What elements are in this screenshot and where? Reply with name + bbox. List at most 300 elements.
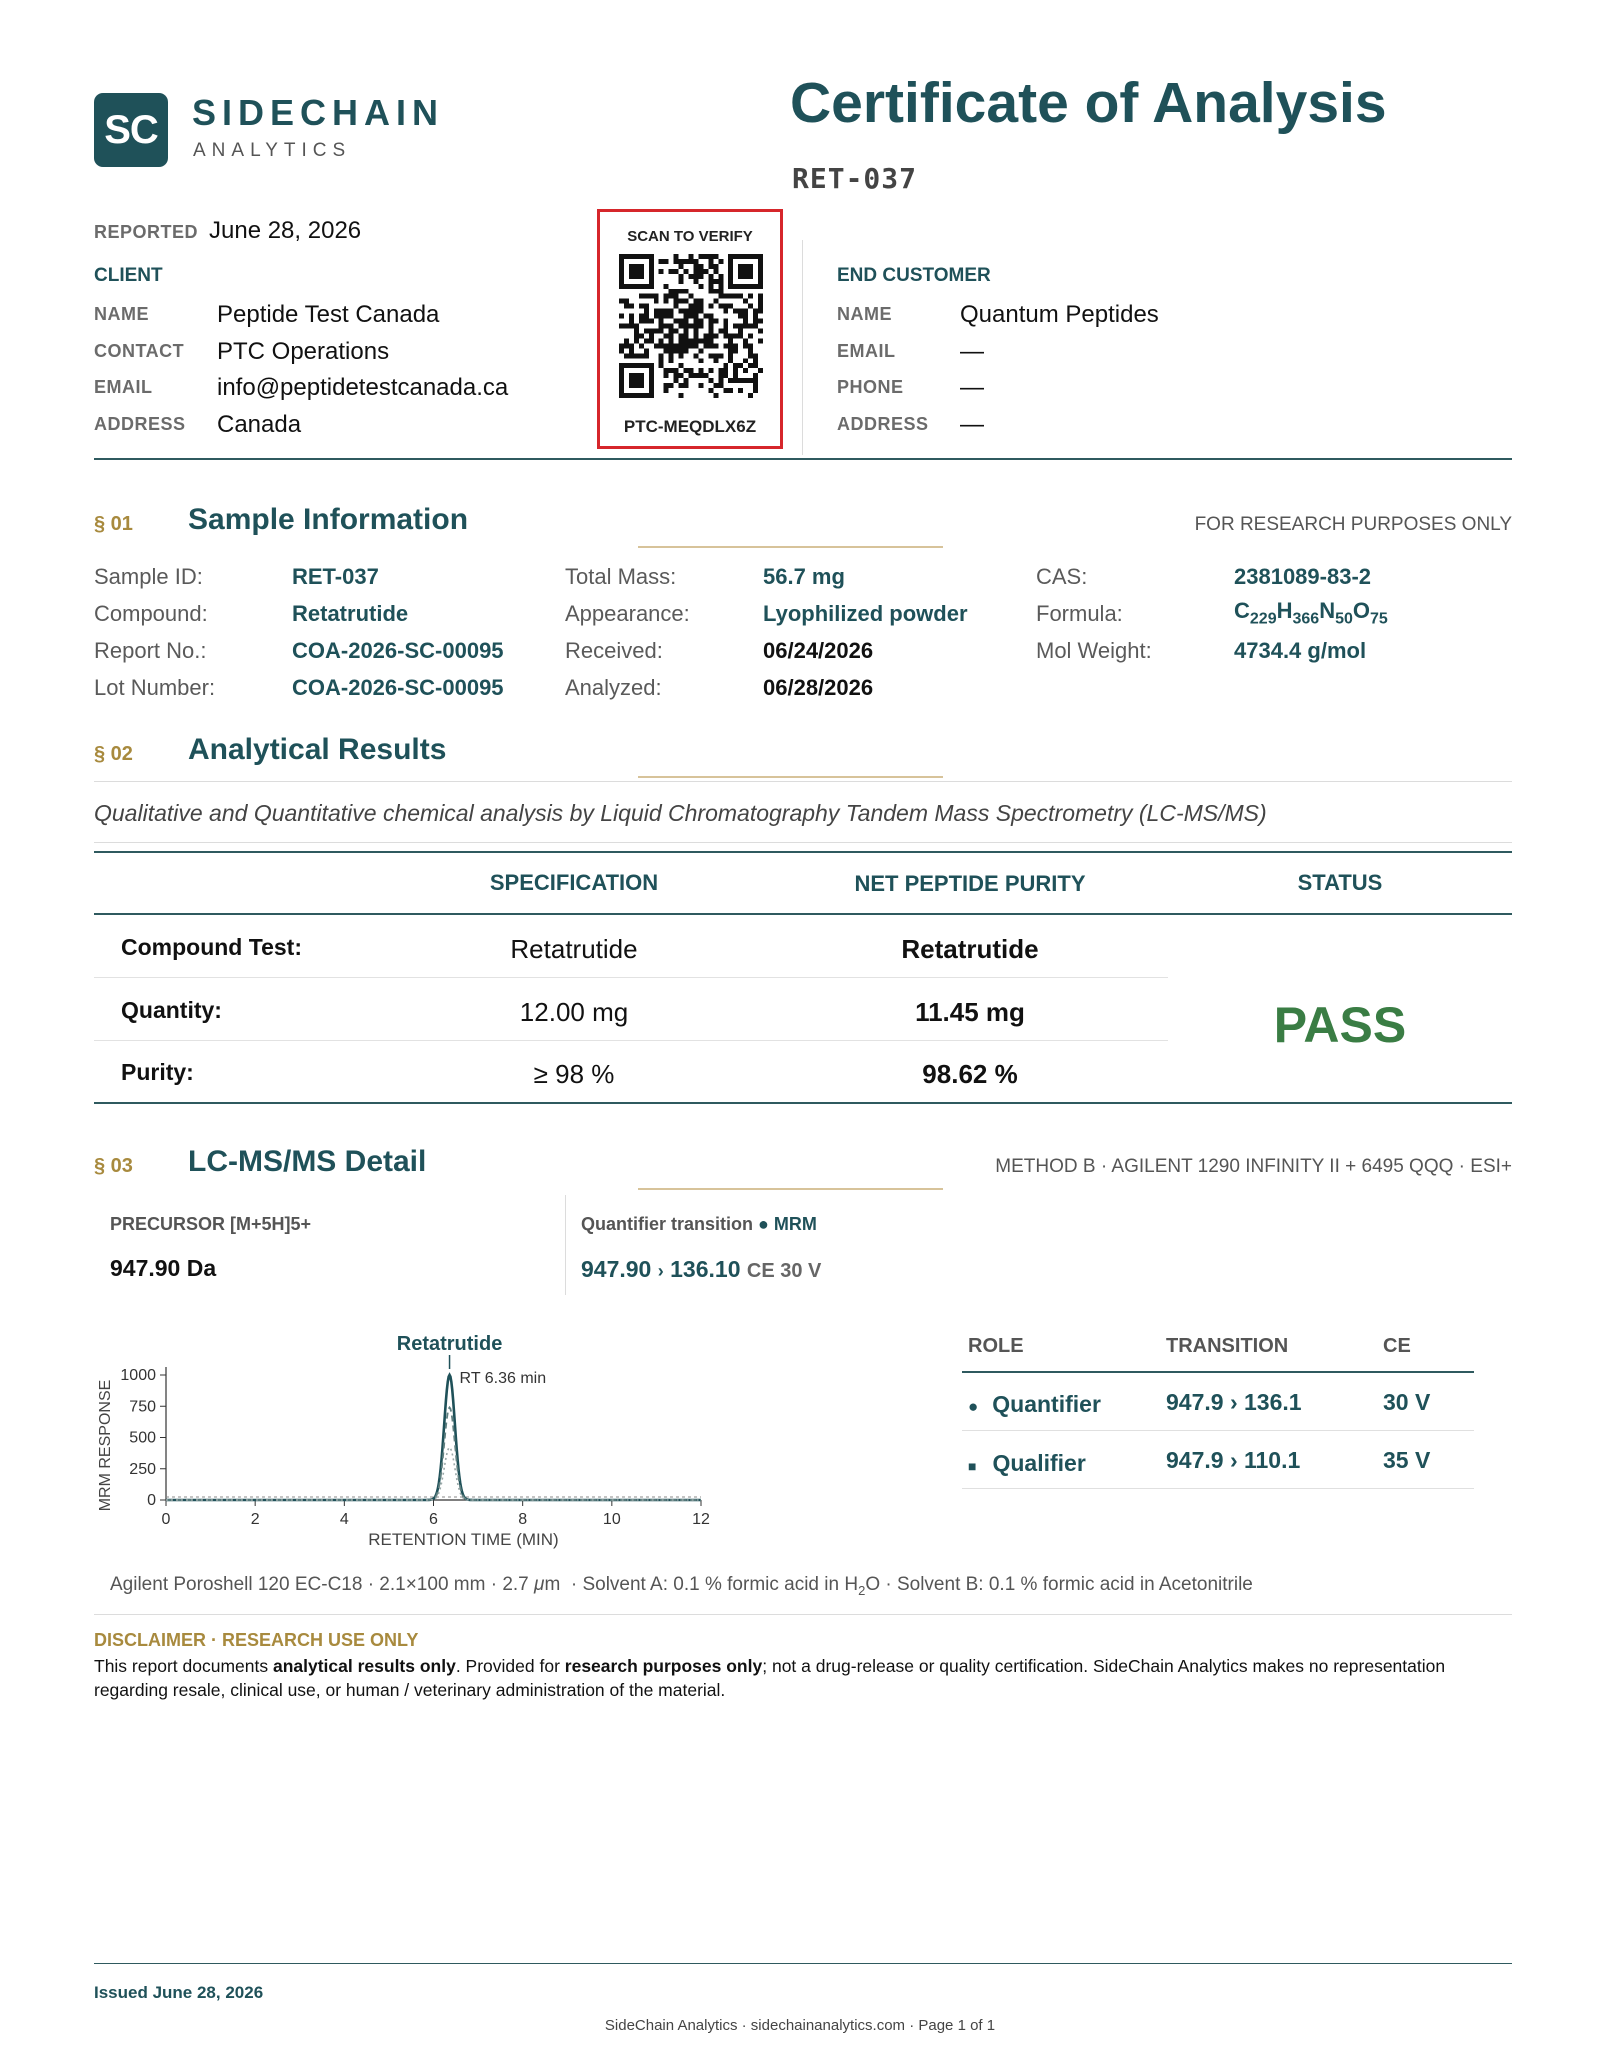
qr-module — [698, 324, 703, 329]
quantifier-heading — [581, 1214, 817, 1235]
end-customer-phone-value: — — [960, 374, 984, 401]
qr-module — [693, 264, 698, 269]
qr-module — [718, 279, 723, 284]
qr-module — [713, 393, 718, 398]
section1-title: Sample Information — [188, 503, 469, 536]
qr-module — [644, 328, 649, 333]
qr-code[interactable] — [619, 254, 763, 398]
qr-module — [708, 353, 713, 358]
y-tick-label: 0 — [147, 1492, 156, 1509]
qr-module — [753, 358, 758, 363]
qr-module — [693, 269, 698, 274]
verify-code: PTC-MEQDLX6Z — [623, 417, 757, 436]
qr-module — [654, 299, 659, 304]
qr-module — [689, 343, 694, 348]
qr-module — [684, 319, 689, 324]
conditions-subscript: 2 — [858, 1582, 866, 1598]
qr-module — [728, 304, 733, 309]
verify-label: SCAN TO VERIFY — [627, 228, 753, 245]
qr-module — [713, 289, 718, 294]
qr-module — [674, 373, 679, 378]
end-customer-name-value: Quantum Peptides — [960, 301, 1159, 328]
qr-module — [649, 328, 654, 333]
qr-module — [723, 388, 728, 393]
formula-o-count: 75 — [1370, 610, 1388, 628]
sample-id-label: Sample ID: — [94, 564, 203, 589]
qr-module — [733, 363, 738, 368]
qr-module — [713, 358, 718, 363]
qr-module — [723, 363, 728, 368]
qr-module — [689, 373, 694, 378]
qr-module — [649, 294, 654, 299]
logo-subname: ANALYTICS — [193, 140, 352, 161]
section2-number: § 02 — [94, 743, 133, 765]
qr-module — [693, 373, 698, 378]
qr-module — [684, 338, 689, 343]
qr-module — [718, 304, 723, 309]
qr-module — [669, 383, 674, 388]
qr-module — [728, 353, 733, 358]
qr-module — [698, 358, 703, 363]
qr-module — [674, 299, 679, 304]
qr-module — [659, 358, 664, 363]
qr-module — [738, 324, 743, 329]
qr-module — [674, 269, 679, 274]
qr-module — [693, 328, 698, 333]
qr-module — [753, 353, 758, 358]
qr-module — [679, 309, 684, 314]
qr-module — [689, 324, 694, 329]
formula-h: H — [1276, 598, 1293, 623]
qr-module — [674, 368, 679, 373]
row-quantity-label: Quantity: — [121, 997, 222, 1023]
quantifier-label: Quantifier transition — [581, 1214, 754, 1234]
qr-module — [718, 259, 723, 264]
qr-module — [679, 289, 684, 294]
qr-module — [738, 333, 743, 338]
qr-module — [748, 294, 753, 299]
qr-module — [713, 319, 718, 324]
y-tick-label: 750 — [129, 1398, 156, 1416]
quantifier-role: Quantifier — [992, 1391, 1101, 1417]
qr-module — [743, 319, 748, 324]
qr-module — [743, 338, 748, 343]
qr-module — [654, 294, 659, 299]
client-contact-value: PTC Operations — [217, 338, 390, 365]
qr-module — [743, 343, 748, 348]
qr-module — [669, 324, 674, 329]
qr-module — [698, 373, 703, 378]
qr-module — [684, 348, 689, 353]
qr-module — [619, 343, 624, 348]
qr-module — [693, 333, 698, 338]
qr-module — [639, 314, 644, 319]
qr-module — [703, 269, 708, 274]
formula-o: O — [1352, 598, 1370, 623]
qr-module — [629, 348, 634, 353]
section2-accent-line — [638, 776, 943, 778]
qr-module — [649, 333, 654, 338]
qr-module — [639, 319, 644, 324]
qr-module — [664, 383, 669, 388]
qr-module — [629, 343, 634, 348]
disclaimer-text — [94, 1654, 1514, 1702]
qualifier-row-transition: 947.9 › 110.1 — [1166, 1447, 1301, 1473]
qr-module — [698, 338, 703, 343]
conditions-rule — [94, 1614, 1512, 1615]
qr-module — [679, 393, 684, 398]
end-customer-address-label: ADDRESS — [837, 414, 929, 434]
x-tick-label: 4 — [339, 1511, 349, 1528]
method-bottom-rule — [94, 842, 1512, 843]
qr-module — [723, 328, 728, 333]
qr-module — [619, 299, 624, 304]
verify-box[interactable] — [597, 209, 783, 449]
qr-module — [674, 254, 679, 259]
footer-rule — [94, 1963, 1512, 1964]
qr-module — [634, 338, 639, 343]
qr-module — [629, 324, 634, 329]
qr-module — [644, 338, 649, 343]
conditions-mu: μ — [534, 1574, 545, 1595]
status-pass: PASS — [1273, 997, 1407, 1053]
qualifier-marker-icon: ■ — [968, 1458, 977, 1474]
qr-finder-pattern — [738, 264, 753, 279]
qr-module — [753, 363, 758, 368]
qr-module — [753, 314, 758, 319]
qr-module — [708, 338, 713, 343]
qr-module — [753, 309, 758, 314]
x-tick-label: 10 — [602, 1511, 621, 1528]
qr-module — [659, 353, 664, 358]
method-top-rule — [94, 781, 1512, 782]
qr-module — [669, 358, 674, 363]
qr-module — [698, 368, 703, 373]
qr-module — [708, 304, 713, 309]
x-tick-label: 0 — [161, 1511, 171, 1528]
qr-module — [693, 314, 698, 319]
qr-module — [738, 314, 743, 319]
qr-module — [664, 294, 669, 299]
qr-module — [639, 353, 644, 358]
section1-accent-line — [638, 546, 943, 548]
end-customer-heading: END CUSTOMER — [837, 265, 991, 286]
formula-c-count: 229 — [1249, 610, 1277, 628]
qr-module — [718, 328, 723, 333]
qr-module — [684, 269, 689, 274]
qr-module — [758, 309, 763, 314]
qr-module — [664, 284, 669, 289]
client-email-label: EMAIL — [94, 377, 153, 397]
qr-module — [659, 328, 664, 333]
qr-module — [723, 333, 728, 338]
conditions-m: m — [544, 1574, 561, 1595]
qr-module — [649, 338, 654, 343]
qr-module — [644, 319, 649, 324]
qr-module — [713, 383, 718, 388]
qr-module — [738, 388, 743, 393]
qr-module — [753, 319, 758, 324]
row-quantity-spec: 12.00 mg — [519, 997, 629, 1027]
qr-module — [689, 368, 694, 373]
qr-module — [713, 269, 718, 274]
qr-module — [723, 304, 728, 309]
disclaimer-bold2: research purposes only — [564, 1656, 763, 1676]
qr-module — [733, 343, 738, 348]
qr-module — [684, 324, 689, 329]
qr-module — [669, 353, 674, 358]
quantifier-mode: MRM — [773, 1214, 817, 1234]
qr-module — [693, 279, 698, 284]
qr-module — [728, 343, 733, 348]
qr-module — [748, 333, 753, 338]
qr-module — [733, 348, 738, 353]
qr-module — [748, 393, 753, 398]
qr-module — [728, 348, 733, 353]
qr-module — [684, 343, 689, 348]
results-bottom-rule — [94, 1102, 1512, 1104]
sample-id-value: RET-037 — [292, 564, 379, 589]
qr-module — [698, 319, 703, 324]
qr-module — [693, 304, 698, 309]
report-no-value: COA-2026-SC-00095 — [292, 638, 504, 663]
qr-module — [669, 348, 674, 353]
qr-module — [718, 284, 723, 289]
qr-module — [649, 319, 654, 324]
logo-mark-text: SC — [104, 107, 158, 152]
disclaimer-title: DISCLAIMER · RESEARCH USE ONLY — [94, 1630, 419, 1650]
qr-module — [718, 294, 723, 299]
qr-module — [684, 333, 689, 338]
qr-module — [708, 284, 713, 289]
qr-module — [718, 274, 723, 279]
qr-module — [723, 309, 728, 314]
x-tick-label: 6 — [429, 1511, 438, 1528]
qr-module — [708, 254, 713, 259]
qr-module — [698, 269, 703, 274]
quantifier-q3: 136.10 — [670, 1256, 741, 1282]
client-address-value: Canada — [217, 411, 302, 438]
qr-module — [748, 378, 753, 383]
qr-module — [693, 338, 698, 343]
precursor-label: PRECURSOR [M+5H]5+ — [110, 1214, 312, 1234]
conditions-solvent-b: O · Solvent B: 0.1 % formic acid in Acetonitrile — [865, 1574, 1253, 1595]
qr-module — [689, 309, 694, 314]
formula-h-count: 366 — [1292, 610, 1320, 628]
qr-module — [679, 264, 684, 269]
qr-module — [743, 358, 748, 363]
qr-module — [674, 378, 679, 383]
qr-module — [723, 343, 728, 348]
received-label: Received: — [565, 638, 663, 663]
formula-c: C — [1234, 598, 1250, 623]
qr-module — [679, 383, 684, 388]
compound-value: Retatrutide — [292, 601, 409, 626]
disclaimer-part1: This report documents — [94, 1656, 273, 1676]
qr-module — [684, 299, 689, 304]
qr-module — [758, 304, 763, 309]
document-code: RET-037 — [792, 162, 918, 195]
quantifier-q1: 947.90 — [581, 1256, 652, 1282]
client-heading: CLIENT — [94, 265, 163, 286]
transition-table-header-rule — [962, 1371, 1474, 1373]
qr-module — [659, 338, 664, 343]
qr-module — [753, 378, 758, 383]
section2-title: Analytical Results — [188, 733, 447, 766]
lc-conditions — [110, 1574, 1253, 1598]
lot-number-value: COA-2026-SC-00095 — [292, 675, 504, 700]
reported-date: June 28, 2026 — [209, 217, 362, 244]
formula-n-count: 50 — [1335, 610, 1353, 628]
qr-module — [728, 333, 733, 338]
qr-module — [679, 259, 684, 264]
qr-module — [689, 304, 694, 309]
end-customer-email-label: EMAIL — [837, 341, 896, 361]
x-tick-label: 2 — [250, 1511, 260, 1528]
qr-module — [689, 338, 694, 343]
qr-module — [743, 324, 748, 329]
qr-module — [748, 343, 753, 348]
qr-module — [659, 343, 664, 348]
transition-table-role-header: ROLE — [968, 1335, 1024, 1357]
qr-module — [634, 324, 639, 329]
qr-module — [654, 343, 659, 348]
lot-number-label: Lot Number: — [94, 675, 216, 700]
qr-module — [733, 309, 738, 314]
qr-module — [664, 343, 669, 348]
qr-module — [718, 289, 723, 294]
qr-module — [629, 304, 634, 309]
qr-module — [708, 388, 713, 393]
report-no-label: Report No.: — [94, 638, 207, 663]
qr-module — [684, 289, 689, 294]
qr-module — [619, 324, 624, 329]
transition-row-divider — [962, 1488, 1474, 1489]
qr-module — [708, 319, 713, 324]
header-vertical-divider — [802, 240, 803, 455]
qr-module — [758, 299, 763, 304]
qr-module — [684, 383, 689, 388]
formula-value — [1234, 598, 1388, 628]
conditions-column: Agilent Poroshell 120 EC-C18 · 2.1×100 mm · 2.7 — [110, 1574, 529, 1595]
analysis-method: Qualitative and Quantitative chemical analysis by Liquid Chromatography Tandem Mass Spectrometry (LC-MS/MS) — [94, 800, 1267, 826]
row-quantity-result: 11.45 mg — [915, 997, 1025, 1027]
qr-module — [723, 373, 728, 378]
qr-module — [654, 309, 659, 314]
transition-arrow-icon: › — [657, 1261, 664, 1281]
qr-module — [698, 383, 703, 388]
results-header-rule — [94, 913, 1512, 915]
qr-module — [733, 324, 738, 329]
qr-module — [669, 294, 674, 299]
qr-module — [693, 353, 698, 358]
qr-module — [718, 368, 723, 373]
qr-module — [728, 388, 733, 393]
qr-module — [738, 328, 743, 333]
qr-module — [713, 333, 718, 338]
series-solid-trace — [166, 1375, 701, 1500]
qr-module — [723, 324, 728, 329]
qr-module — [758, 319, 763, 324]
qr-module — [738, 309, 743, 314]
qualifier-role: Qualifier — [992, 1450, 1086, 1476]
logo-name: SIDECHAIN — [192, 92, 445, 133]
qr-module — [693, 324, 698, 329]
analyzed-label: Analyzed: — [565, 675, 662, 700]
qr-module — [659, 324, 664, 329]
qr-module — [698, 309, 703, 314]
x-tick-label: 12 — [692, 1511, 710, 1528]
qr-module — [703, 333, 708, 338]
qr-module — [664, 324, 669, 329]
mol-weight-value: 4734.4 g/mol — [1234, 638, 1367, 663]
end-customer-phone-label: PHONE — [837, 377, 904, 397]
qr-module — [693, 343, 698, 348]
qr-module — [753, 383, 758, 388]
qr-module — [698, 274, 703, 279]
qr-module — [674, 259, 679, 264]
x-axis-title: RETENTION TIME (MIN) — [368, 1530, 559, 1549]
qr-module — [748, 353, 753, 358]
qr-module — [659, 269, 664, 274]
qr-module — [659, 363, 664, 368]
qr-module — [708, 368, 713, 373]
qr-module — [708, 259, 713, 264]
qr-module — [629, 314, 634, 319]
qr-module — [639, 333, 644, 338]
row-compound-spec: Retatrutide — [510, 934, 638, 964]
qr-module — [674, 294, 679, 299]
qr-module — [689, 294, 694, 299]
qr-module — [684, 378, 689, 383]
qr-module — [728, 358, 733, 363]
qr-module — [669, 269, 674, 274]
qr-module — [693, 309, 698, 314]
section3-number: § 03 — [94, 1155, 133, 1177]
qr-module — [708, 328, 713, 333]
qr-module — [664, 259, 669, 264]
qr-module — [659, 309, 664, 314]
series-dashed-trace — [166, 1408, 701, 1501]
qr-module — [679, 373, 684, 378]
qr-module — [659, 319, 664, 324]
client-name-label: NAME — [94, 304, 149, 324]
qr-module — [689, 314, 694, 319]
transition-table-transition-header: TRANSITION — [1166, 1335, 1289, 1357]
client-email-value[interactable]: info@peptidetestcanada.ca — [217, 374, 509, 401]
row-divider — [94, 977, 1168, 978]
qr-module — [723, 319, 728, 324]
qr-module — [733, 378, 738, 383]
series-dotted-trace — [166, 1448, 701, 1501]
document-title: Certificate of Analysis — [790, 71, 1387, 135]
header-divider — [94, 458, 1512, 460]
qr-module — [738, 294, 743, 299]
qr-module — [624, 353, 629, 358]
qr-module — [669, 343, 674, 348]
end-customer-address-value: — — [960, 411, 984, 438]
y-tick-label: 500 — [129, 1429, 156, 1447]
qr-module — [659, 259, 664, 264]
qr-module — [733, 294, 738, 299]
qr-module — [684, 314, 689, 319]
cas-label: CAS: — [1036, 564, 1088, 589]
qr-module — [703, 254, 708, 259]
qr-module — [753, 324, 758, 329]
qr-module — [698, 299, 703, 304]
quantifier-row-transition: 947.9 › 136.1 — [1166, 1389, 1302, 1415]
chromatogram-chart — [94, 1315, 954, 1550]
